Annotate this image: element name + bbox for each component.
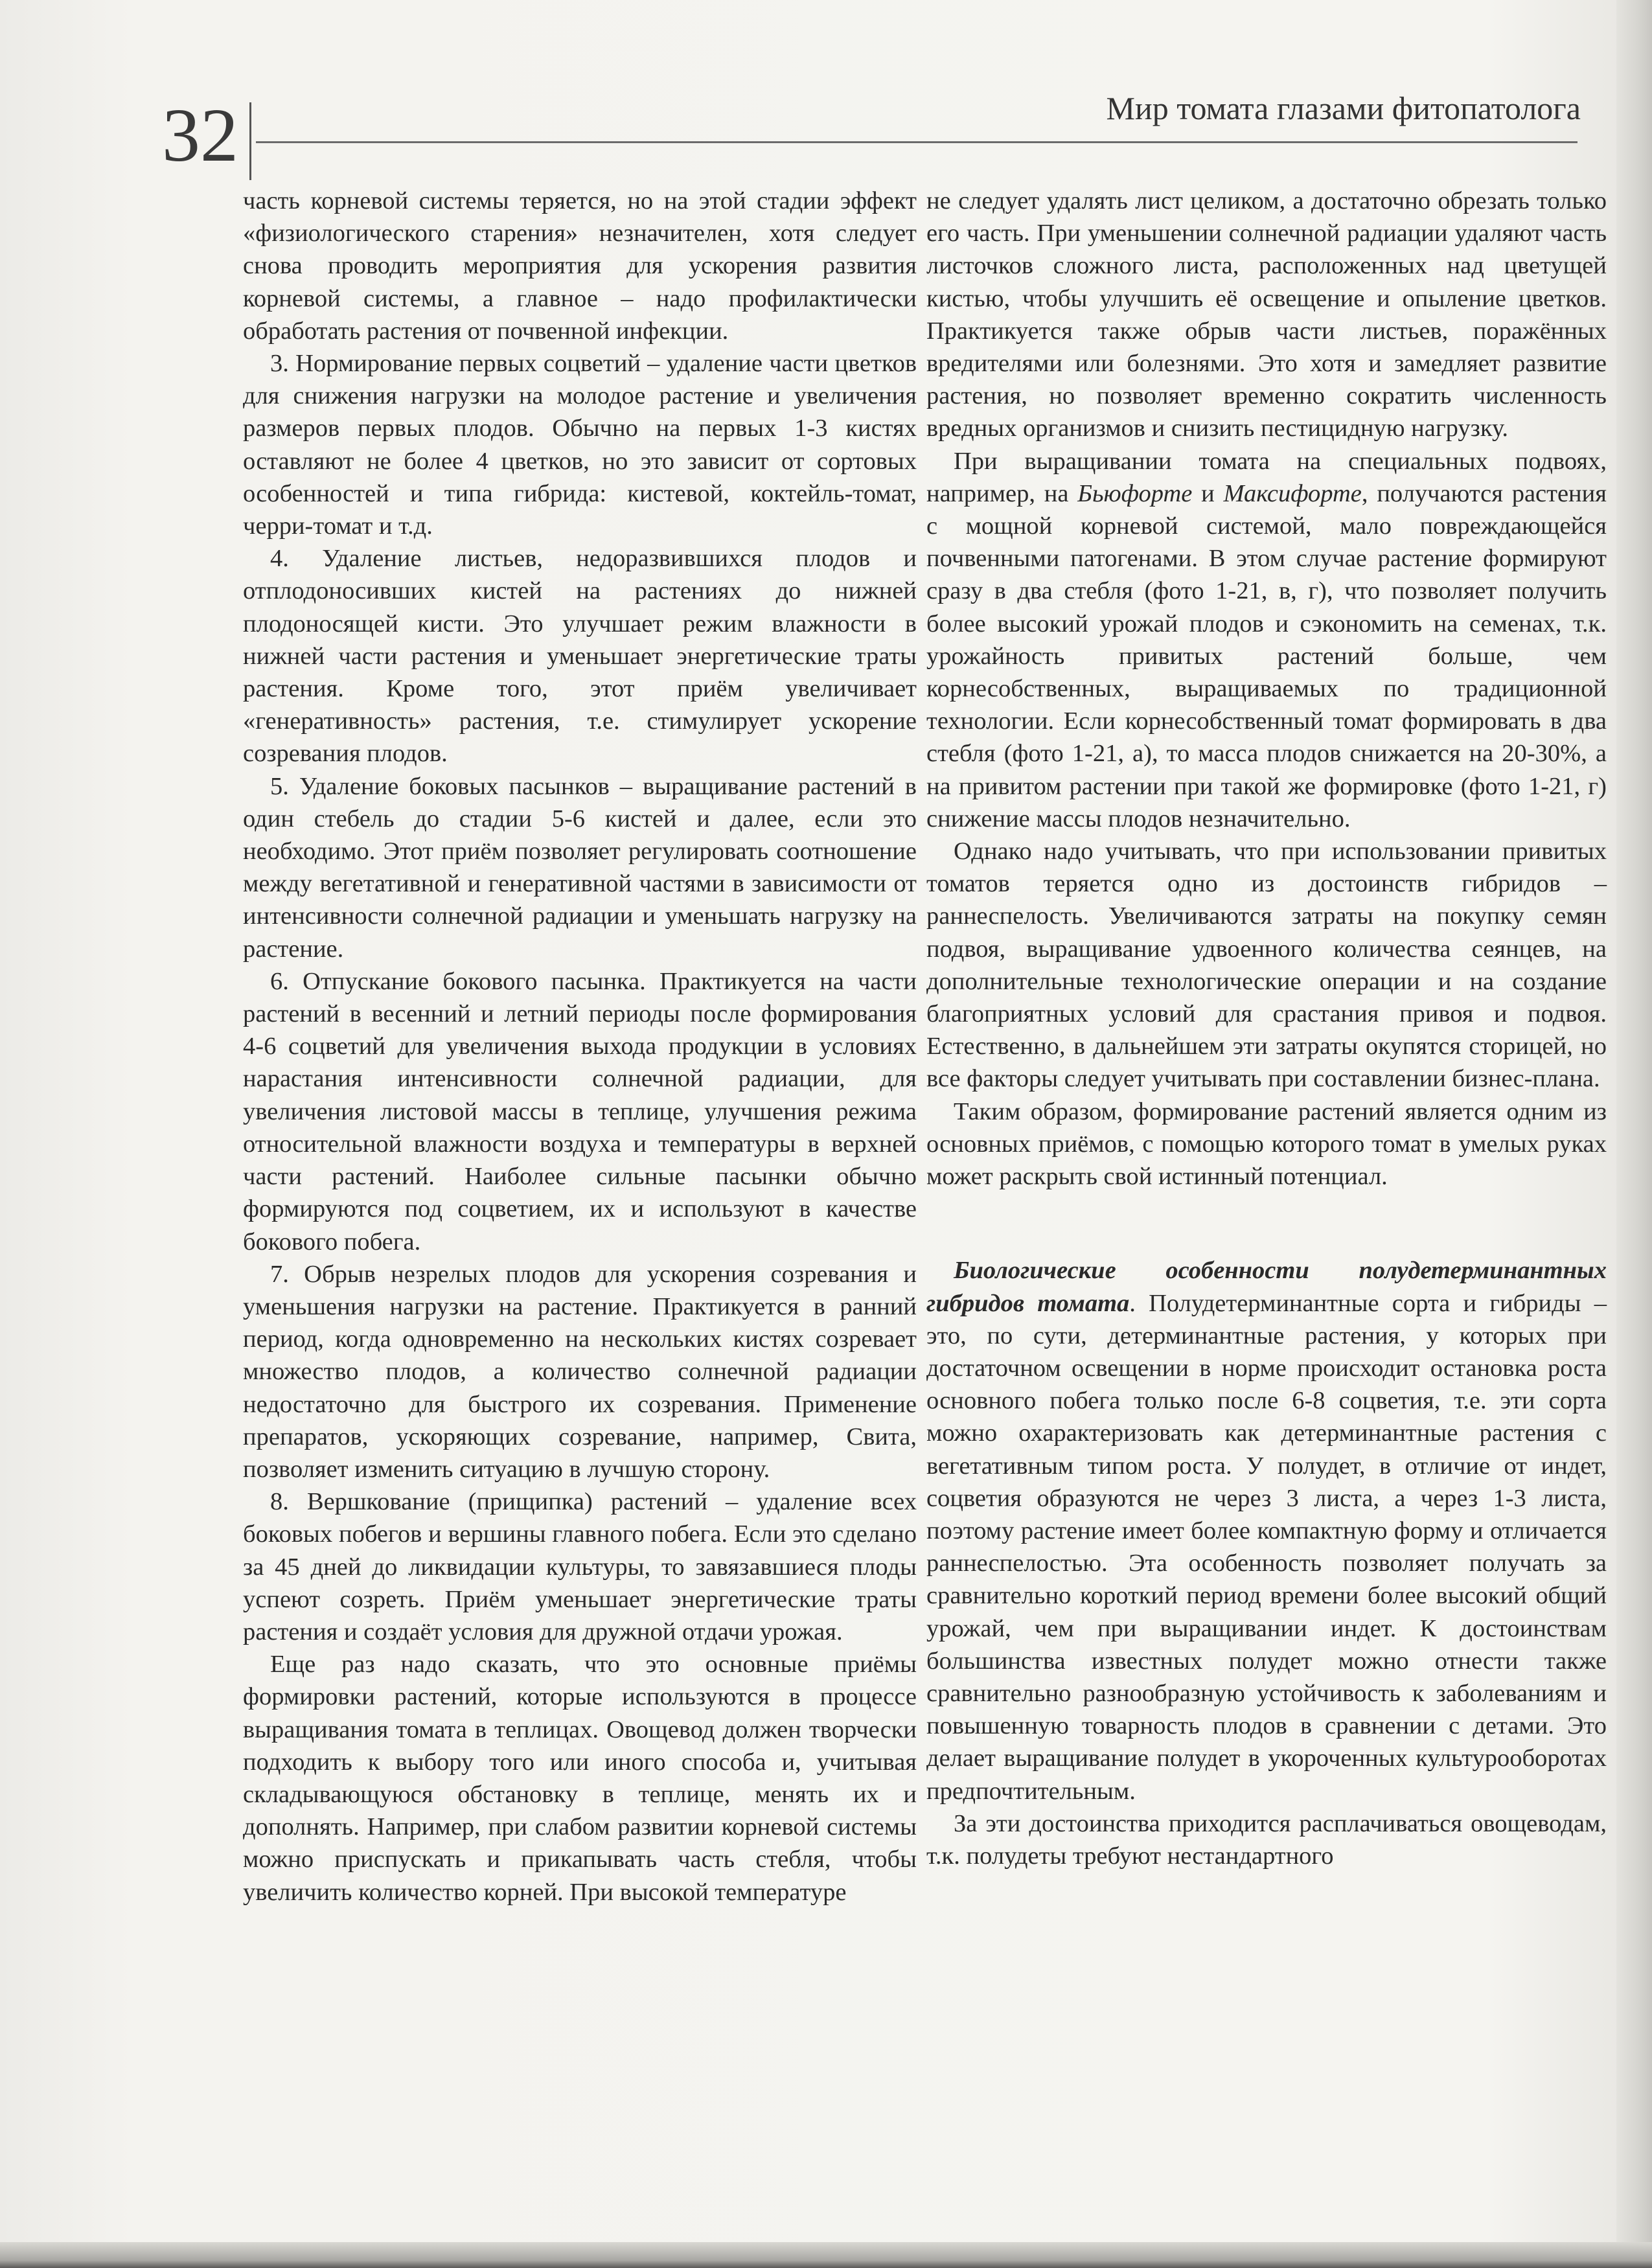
running-title: Мир томата глазами фитопатолога (1106, 90, 1581, 126)
paragraph: не следует удалять лист целиком, а достаточно обрезать только его часть. При уменьшении солнечной радиации удаляют часть листочков сложного листа, расположенных над цветущей кистью, чтобы улучшить её освещение и опыление цветков. Практикуется также обрыв части листьев, поражённых вредителями или болезнями. Это хотя и замедляет развитие растения, но позволяет временно сократить численность вредных организмов и снизить пестицидную нагрузку. (926, 187, 1607, 442)
right-column (926, 185, 1607, 1872)
paragraph: 7. Обрыв незрелых плодов для ускорения созревания и уменьшения нагрузки на растение. Практикуется в ранний период, когда одновременно на нескольких кистях созревает множество плодов, а количество солнечной радиации недостаточно для быстрого их созревания. Применение препаратов, ускоряющих созревание, например, Свита, позволяет изменить ситуацию в лучшую сторону. (243, 1260, 917, 1483)
paragraph: 3. Нормирование первых соцветий – удаление части цветков для снижения нагрузки на молодое растение и увеличения размеров первых плодов. Обычно на первых 1-3 кистях оставляют не более 4 цветков, но это зависит от сортовых особенностей и типа гибрида: кистевой, коктейль-томат, черри-томат и т.д. (243, 350, 917, 540)
paragraph: часть корневой системы теряется, но на этой стадии эффект «физиологического старения» незначителен, хотя следует снова проводить мероприятия для ускорения развития корневой системы, а главное – надо профилактически обработать растения от почвенной инфекции. (243, 187, 917, 345)
paragraph: За эти достоинства приходится расплачиваться овощеводам, т.к. полудеты требуют нестандартного (926, 1809, 1607, 1870)
paragraph: Таким образом, формирование растений является одним из основных приёмов, с помощью которого томат в умелых руках может раскрыть свой истинный потенциал. (926, 1097, 1607, 1191)
paragraph (926, 1254, 1607, 1807)
header-rule (256, 141, 1577, 143)
text-run: При выращивании томата на специальных подвоях, например, на (926, 447, 1607, 507)
text-run: , получаются растения с мощной корневой системой, мало повреждающейся почвенными патогенами. В этом случае растение формируют сразу в два стебля (фото 1-21, в, г), что позволяет получить более высокий урожай плодов и сэкономить на семенах, т.к. урожайность привитых растений больше, чем корнесобственных, выращиваемых по традиционной технологии. Если корнесобственный томат формировать в два стебля (фото 1-21, а), то масса плодов снижается на 20-30%, а на привитом растении при такой же формировке (фото 1-21, г) снижение массы плодов незначительно. (926, 479, 1607, 832)
section-heading: Биологические особенности полудетерминантных гибридов томата (926, 1257, 1607, 1317)
text-run: . Полудетерминантные сорта и гибриды – это, по сути, детерминантные растения, у которых при достаточном освещении в норме происходит остановка роста основного побега только после 6-8 соцветия, т.е. эти сорта можно охарактеризовать как детерминантные растения с вегетативным типом роста. У полудет, в отличие от индет, соцветия образуются не через 3 листа, а через 1-3 листа, поэтому растение имеет более компактную форму и отличается раннеспелостью. Эта особенность позволяет получать за сравнительно короткий период времени более высокий общий урожай, чем при выращивании индет. К достоинствам большинства известных полудет можно отнести также сравнительно разнообразную устойчивость к заболеваниям и повышенную товарность плодов в сравнении с детами. Это делает выращивание полудет в укороченных культурооборотах предпочтительным. (926, 1289, 1607, 1805)
paragraph: 6. Отпускание бокового пасынка. Практикуется на части растений в весенний и летний периоды после формирования 4-6 соцветий для увеличения выхода продукции в условиях нарастания интенсивности солнечной радиации, для увеличения листовой массы в теплице, улучшения режима относительной влажности воздуха и температуры в верхней части растений. Наиболее сильные пасынки обычно формируются под соцветием, их и используют в качестве бокового побега. (243, 967, 917, 1255)
paragraph: 5. Удаление боковых пасынков – выращивание растений в один стебель до стадии 5-6 кистей и далее, если это необходимо. Этот приём позволяет регулировать соотношение между вегетативной и генеративной частями в зависимости от интенсивности солнечной радиации и уменьшать нагрузку на растение. (243, 772, 917, 963)
rootstock-name: Максифорте (1223, 479, 1362, 507)
text-run: и (1192, 479, 1224, 507)
page-edge-shadow (1616, 0, 1652, 2268)
page-number: 32 (162, 93, 238, 178)
paragraph: Еще раз надо сказать, что это основные приёмы формировки растений, которые используются в процессе выращивания томата в теплицах. Овощевод должен творчески подходить к выбору того или иного способа и, учитывая складывающуюся обстановку в теплице, менять их и дополнять. Например, при слабом развитии корневой системы можно приспускать и прикапывать часть стебля, чтобы увеличить количество корней. При высокой температуре (243, 1651, 917, 1906)
page-bottom-edge (0, 2242, 1652, 2268)
header-vertical-rule (249, 102, 251, 180)
paragraph (926, 445, 1607, 835)
paragraph: Однако надо учитывать, что при использовании привитых томатов теряется одно из достоинств гибридов – раннеспелость. Увеличиваются затраты на покупку семян подвоя, выращивание удвоенного количества сеянцев, на дополнительные технологические операции и на создание благоприятных условий для срастания привоя и подвоя. Естественно, в дальнейшем эти затраты окупятся сторицей, но все факторы следует учитывать при составлении бизнес-плана. (926, 838, 1607, 1093)
paragraph: 4. Удаление листьев, недоразвившихся плодов и отплодоносивших кистей на растениях до нижней плодоносящей кисти. Это улучшает режим влажности в нижней части растения и уменьшает энергетические траты растения. Кроме того, этот приём увеличивает «генеративность» растения, т.е. стимулирует ускорение созревания плодов. (243, 545, 917, 768)
rootstock-name: Бьюфорте (1077, 479, 1193, 507)
left-column (243, 185, 917, 1908)
paragraph: 8. Вершкование (прищипка) растений – удаление всех боковых побегов и вершины главного побега. Если это сделано за 45 дней до ликвидации культуры, то завязавшиеся плоды успеют созреть. Приём уменьшает энергетические траты растения и создаёт условия для дружной отдачи урожая. (243, 1488, 917, 1645)
